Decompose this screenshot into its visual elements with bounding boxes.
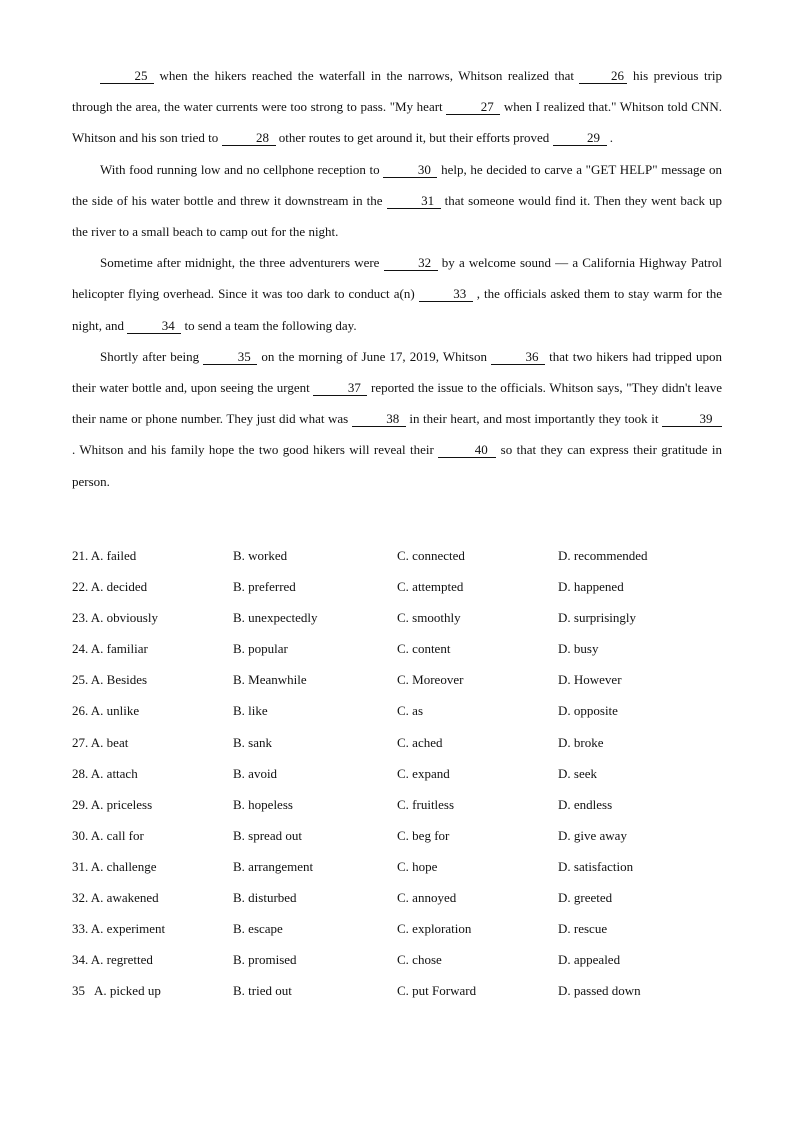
option-c: C. Moreover [397, 672, 464, 688]
paragraph-3 [72, 247, 722, 341]
text: his previous trip through the area, the water currents were too strong to pass. "My heart [72, 68, 723, 115]
option-row-21 [72, 540, 722, 571]
option-row-28 [72, 758, 722, 789]
option-row-33 [72, 913, 722, 944]
option-d: D. seek [558, 765, 597, 781]
option-c: C. put Forward [397, 983, 477, 999]
option-c: C. as [397, 703, 423, 719]
blank-31: 31 [387, 194, 441, 209]
option-c: C. beg for [397, 827, 450, 843]
paragraph-1 [72, 60, 722, 154]
text: . Whitson and his family hope the two good hikers will reveal their [72, 442, 439, 458]
answer-options [72, 540, 722, 1006]
text: by a welcome sound — a California Highway Patrol helicopter flying overhead. Since it was too dark to conduct a(n) [72, 255, 723, 302]
blank-32: 32 [384, 256, 438, 271]
blank-37: 37 [313, 381, 367, 396]
option-c: C. annoyed [397, 890, 457, 906]
option-a: 22. A. decided [72, 579, 148, 595]
blank-38: 38 [352, 412, 406, 427]
option-b: B. preferred [233, 579, 296, 595]
option-d: D. rescue [558, 921, 608, 937]
option-row-34 [72, 944, 722, 975]
text: in their heart, and most importantly they took it [405, 411, 663, 427]
option-c: C. hope [397, 858, 438, 874]
option-c: C. content [397, 641, 451, 657]
option-d: D. passed down [558, 983, 641, 999]
text: that two hikers had tripped upon their water bottle and, upon seeing the urgent [72, 348, 722, 396]
option-b: B. hopeless [233, 796, 293, 812]
blank-34: 34 [127, 319, 181, 334]
text: , the officials asked them to stay warm for the night, and [72, 286, 722, 333]
option-c: C. expand [397, 765, 450, 781]
option-a: 28. A. attach [72, 765, 138, 781]
option-a: 26. A. unlike [72, 703, 140, 719]
blank-29: 29 [553, 131, 607, 146]
option-row-25 [72, 664, 722, 695]
option-b: B. like [233, 703, 268, 719]
blank-36: 36 [491, 350, 545, 365]
option-c: C. connected [397, 548, 465, 563]
passage [72, 60, 722, 497]
option-b: B. arrangement [233, 858, 314, 874]
option-a: 34. A. regretted [72, 952, 153, 968]
option-a: 27. A. beat [72, 734, 129, 750]
option-d: D. However [558, 672, 622, 688]
option-row-32 [72, 882, 722, 913]
option-row-31 [72, 851, 722, 882]
text: so that they can express their gratitude in person. [72, 442, 722, 489]
option-d: D. appealed [558, 952, 621, 968]
option-b: B. unexpectedly [233, 610, 318, 626]
option-a: 25. A. Besides [72, 672, 148, 688]
blank-33: 33 [419, 287, 473, 302]
option-b: B. sank [233, 734, 272, 750]
option-b: B. escape [233, 921, 283, 937]
option-b: B. disturbed [233, 890, 297, 906]
option-a: 24. A. familiar [72, 641, 148, 657]
option-d: D. satisfaction [558, 858, 634, 874]
blank-26: 26 [579, 69, 627, 84]
blank-35: 35 [203, 350, 257, 365]
option-d: D. opposite [558, 703, 618, 719]
text: help, he decided to carve a "GET HELP" message on the side of his water bottle and threw it downstream in the [72, 161, 722, 208]
text: other routes to get around it, but their efforts proved [275, 130, 553, 146]
option-d: D. recommended [558, 548, 648, 563]
text: Shortly after being [100, 348, 204, 364]
blank-40: 40 [438, 443, 496, 458]
option-c: C. fruitless [397, 796, 455, 812]
option-d: D. busy [558, 641, 599, 657]
option-d: D. broke [558, 734, 604, 750]
option-row-30 [72, 820, 722, 851]
option-row-29 [72, 789, 722, 820]
option-c: C. attempted [397, 579, 464, 595]
text: reported the issue to the officials. Whitson says, "They didn't leave their name or phone number. They just did what was [72, 380, 722, 427]
option-b: B. tried out [233, 983, 292, 999]
text: With food running low and no cellphone reception to [100, 161, 384, 177]
option-row-26 [72, 695, 722, 726]
blank-25: 25 [100, 69, 154, 84]
option-row-22 [72, 571, 722, 602]
option-d: D. greeted [558, 890, 613, 906]
option-d: D. happened [558, 579, 624, 595]
option-b: B. spread out [233, 827, 302, 843]
option-b: B. promised [233, 952, 297, 968]
text: . [606, 130, 614, 146]
option-d: D. endless [558, 796, 613, 812]
option-d: D. surprisingly [558, 610, 636, 626]
blank-30: 30 [383, 163, 437, 178]
option-c: C. chose [397, 952, 442, 968]
option-a: 31. A. challenge [72, 858, 157, 874]
option-b: B. Meanwhile [233, 672, 307, 688]
option-a: 33. A. experiment [72, 921, 166, 937]
paragraph-2 [72, 154, 722, 248]
option-a: 29. A. priceless [72, 796, 153, 812]
paragraph-4 [72, 341, 722, 497]
option-a: 23. A. obviously [72, 610, 158, 626]
option-a: 21. A. failed [72, 548, 137, 563]
blank-28: 28 [222, 131, 276, 146]
text: that someone would find it. Then they went back up the river to a small beach to camp out for the night. [72, 192, 722, 240]
option-b: B. popular [233, 641, 288, 657]
option-row-24 [72, 633, 722, 664]
option-row-35 [72, 975, 722, 1006]
option-d: D. give away [558, 827, 627, 843]
blank-27: 27 [446, 100, 500, 115]
option-c: C. exploration [397, 921, 472, 937]
option-row-23 [72, 602, 722, 633]
option-b: B. avoid [233, 765, 278, 781]
option-a: 35 A. picked up [72, 983, 161, 999]
text: when the hikers reached the waterfall in the narrows, Whitson realized that [154, 68, 580, 83]
option-a: 32. A. awakened [72, 890, 159, 906]
option-b: B. worked [233, 548, 288, 563]
text: when I realized that." Whitson told CNN. Whitson and his son tried to [72, 99, 722, 146]
text: on the morning of June 17, 2019, Whitson [257, 348, 492, 364]
blank-39: 39 [662, 412, 722, 427]
option-c: C. ached [397, 734, 443, 750]
option-row-27 [72, 727, 722, 758]
option-a: 30. A. call for [72, 827, 144, 843]
option-c: C. smoothly [397, 610, 461, 626]
text: Sometime after midnight, the three adventurers were [100, 255, 384, 271]
text: to send a team the following day. [181, 317, 357, 333]
